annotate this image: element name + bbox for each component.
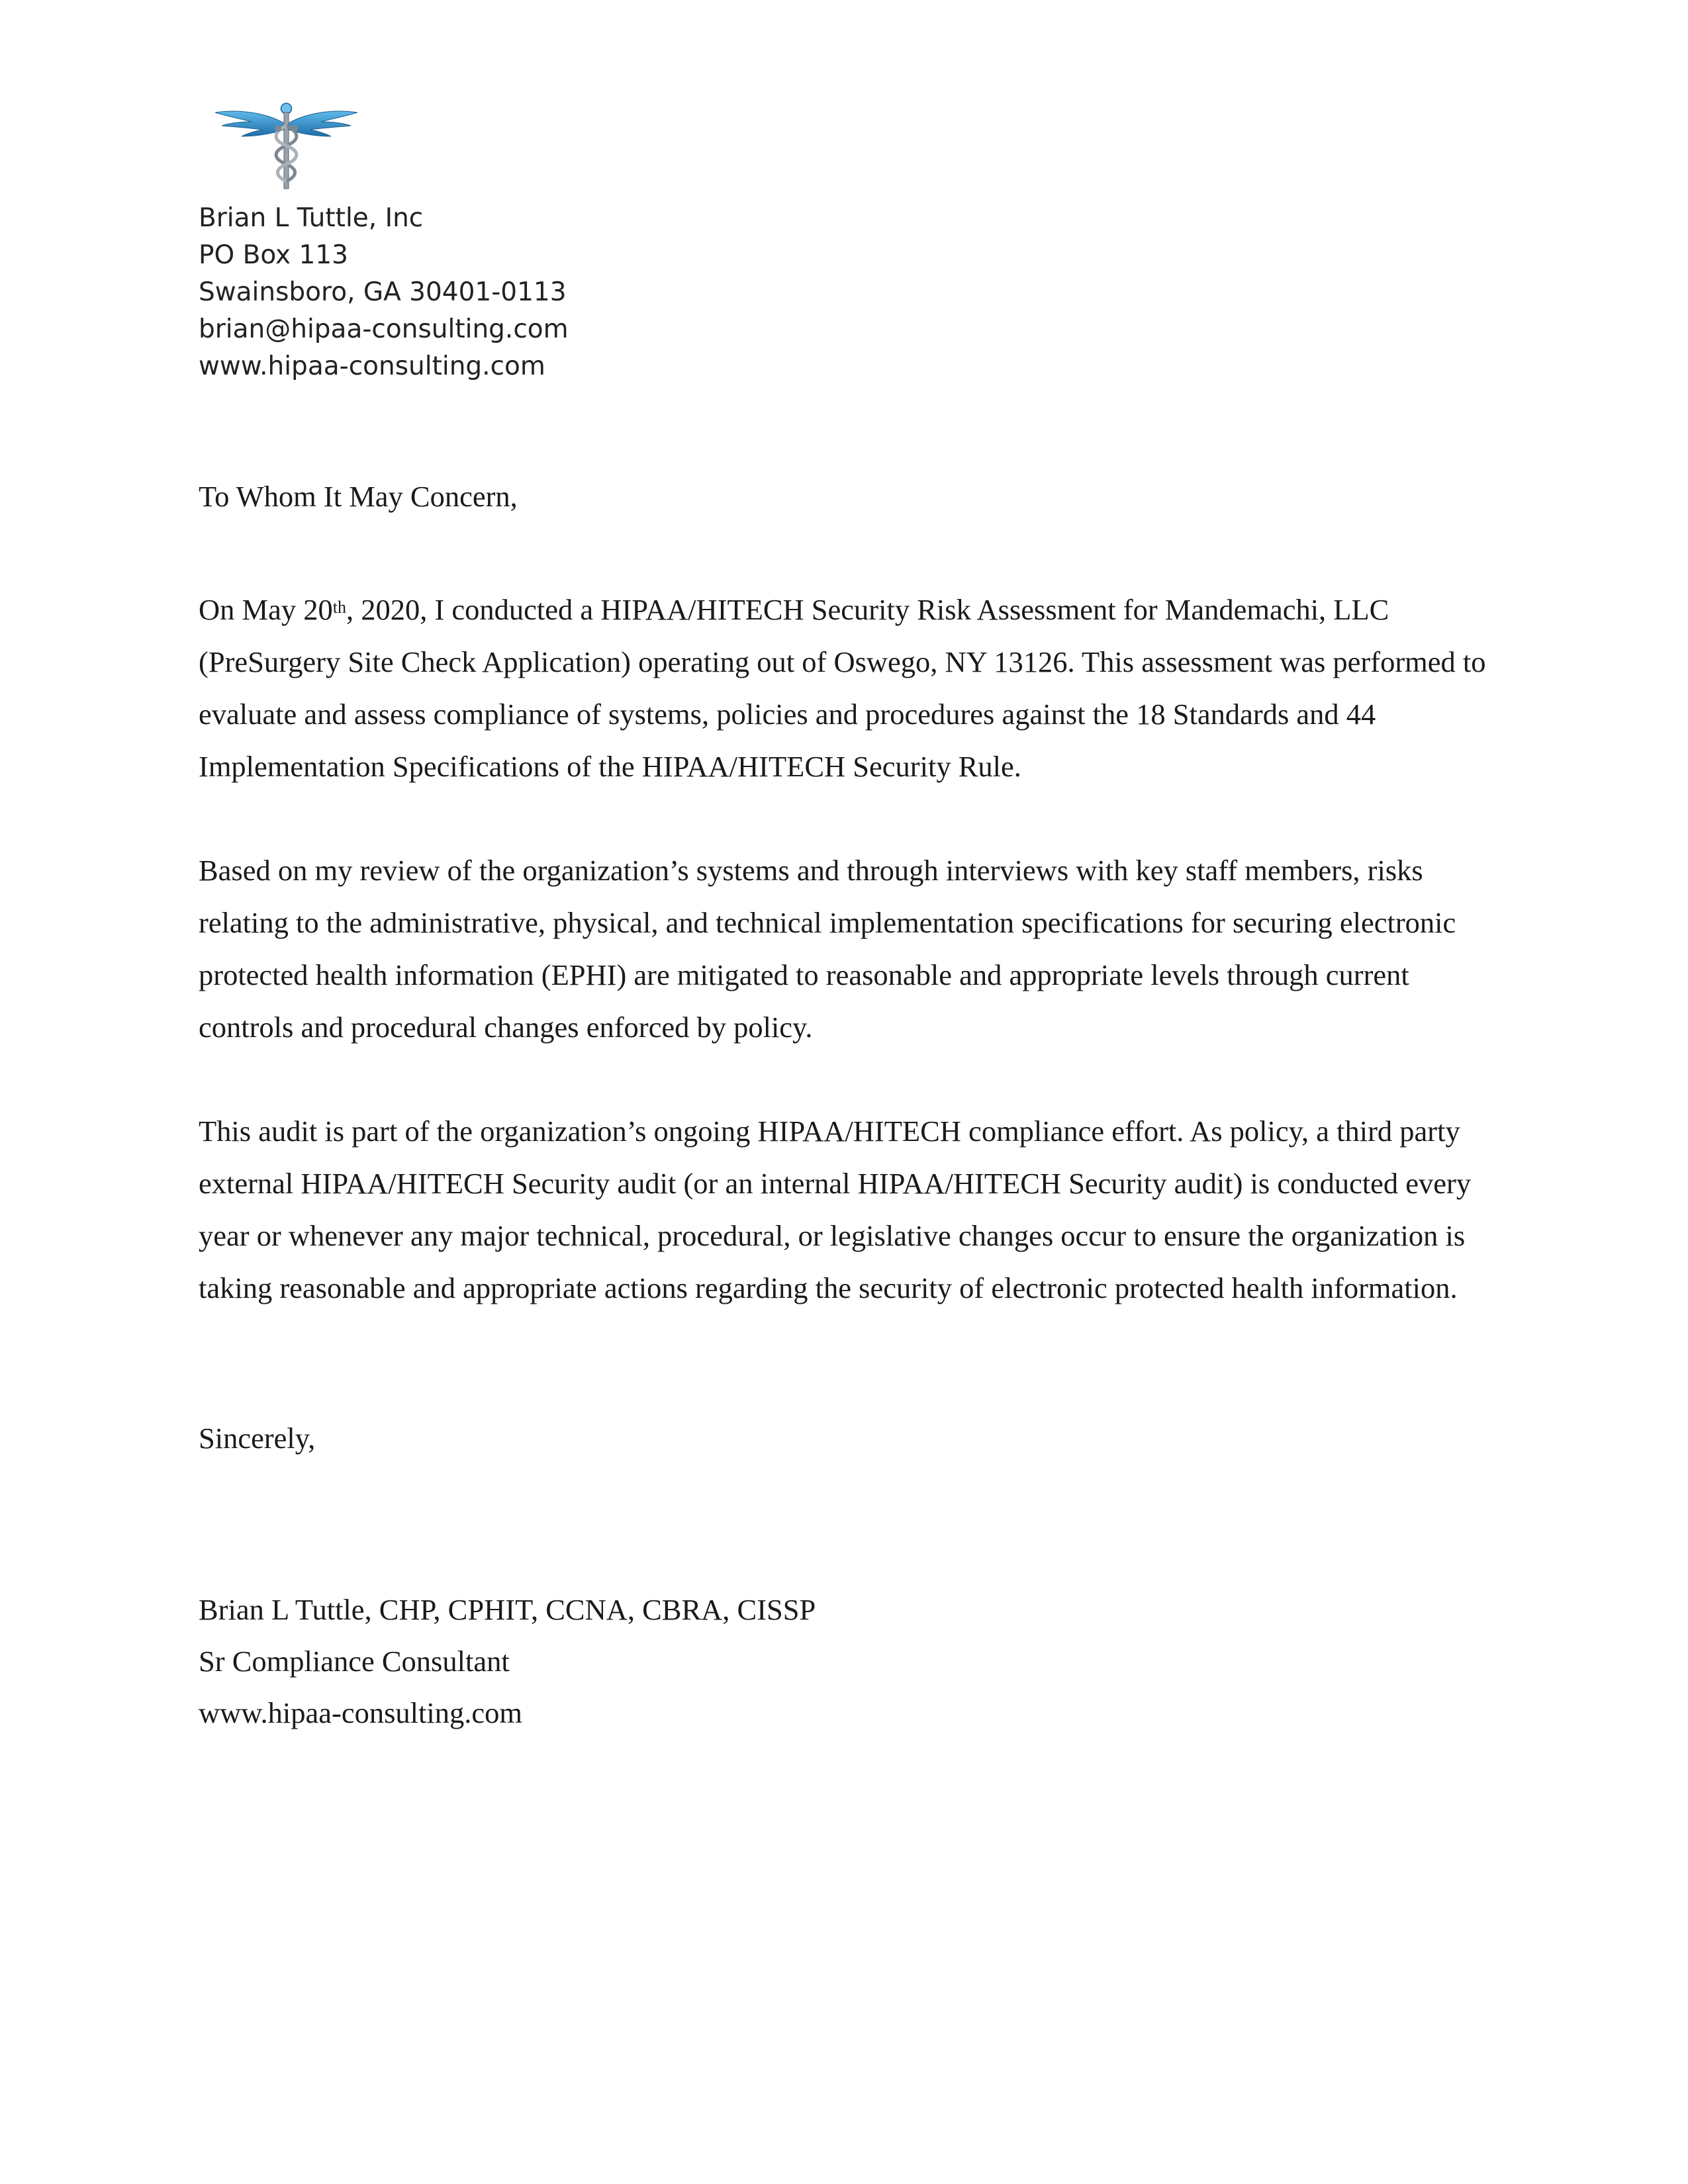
letterhead (199, 200, 569, 385)
ordinal-suffix: th (332, 598, 346, 617)
company-name: Brian L Tuttle, Inc (199, 203, 424, 233)
website-url: www.hipaa-consulting.com (199, 351, 545, 381)
salutation: To Whom It May Concern, (199, 480, 518, 513)
paragraph-audit: This audit is part of the organization’s ongoing HIPAA/HITECH compliance effort. As policy, a third party external HIPAA/HITECH Security audit (or an internal HIPAA/HITECH Security audit) is conducted every year or whenever any major technical, procedural, or legislative changes occur to ensure the organization is taking reasonable and appropriate actions regarding the security of electronic protected health information. (199, 1115, 1472, 1304)
caduceus-icon (215, 99, 357, 192)
signer-name: Brian L Tuttle, CHP, CPHIT, CCNA, CBRA, CISSP (199, 1593, 816, 1626)
paragraph-rest: , 2020, I conducted a HIPAA/HITECH Security Risk Assessment for Mandemachi, LLC (PreSurgery Site Check Application) operating out of Oswego, NY 13126. This assessment was performed to evaluate and assess compliance of systems, policies and procedures against the 18 Standards and 44 Implementation Specifications of the HIPAA/HITECH Security Rule. (199, 593, 1486, 783)
paragraph-review: Based on my review of the organization’s systems and through interviews with key staff members, risks relating to the administrative, physical, and technical implementation specifications for securing electronic protected health information (EPHI) are mitigated to reasonable and appropriate levels through current controls and procedural changes enforced by policy. (199, 854, 1456, 1044)
email-address: brian@hipaa-consulting.com (199, 314, 569, 344)
closing: Sincerely, (199, 1422, 316, 1455)
paragraph-lead: On May 20 (199, 593, 333, 626)
paragraph-assessment (199, 584, 1496, 793)
signer-website: www.hipaa-consulting.com (199, 1696, 522, 1729)
signer-title: Sr Compliance Consultant (199, 1645, 510, 1678)
city-state-zip: Swainsboro, GA 30401-0113 (199, 277, 567, 307)
signature-block (199, 1584, 1496, 1739)
po-box: PO Box 113 (199, 240, 348, 270)
